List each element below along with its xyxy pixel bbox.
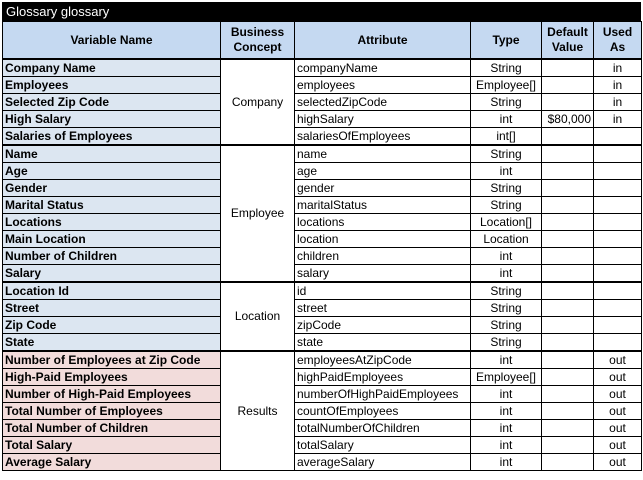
used-as-cell [594, 282, 642, 300]
default-value-cell [542, 351, 594, 369]
variable-name-cell: Selected Zip Code [3, 94, 221, 111]
attribute-cell: location [295, 231, 471, 248]
variable-name-cell: Salary [3, 265, 221, 283]
used-as-cell: out [594, 420, 642, 437]
default-value-cell [542, 145, 594, 163]
type-cell: Location[] [471, 214, 542, 231]
variable-name-cell: Gender [3, 180, 221, 197]
attribute-cell: name [295, 145, 471, 163]
variable-name-cell: Age [3, 163, 221, 180]
header-row [3, 22, 642, 60]
attribute-cell: gender [295, 180, 471, 197]
used-as-cell [594, 145, 642, 163]
used-as-cell: out [594, 403, 642, 420]
used-as-cell [594, 300, 642, 317]
type-cell: int [471, 111, 542, 128]
header-type: Type [471, 22, 542, 60]
default-value-cell [542, 214, 594, 231]
variable-name-cell: High Salary [3, 111, 221, 128]
default-value-cell [542, 300, 594, 317]
header-used-as: Used As [594, 22, 642, 60]
type-cell: String [471, 145, 542, 163]
business-concept-cell: Company [221, 59, 295, 145]
business-concept-cell: Employee [221, 145, 295, 282]
table-row [3, 94, 642, 111]
used-as-cell: out [594, 369, 642, 386]
used-as-cell: in [594, 77, 642, 94]
used-as-cell: out [594, 437, 642, 454]
used-as-cell [594, 334, 642, 352]
default-value-cell [542, 369, 594, 386]
variable-name-cell: Marital Status [3, 197, 221, 214]
variable-name-cell: High-Paid Employees [3, 369, 221, 386]
type-cell: int [471, 351, 542, 369]
table-row [3, 420, 642, 437]
table-row [3, 437, 642, 454]
attribute-cell: totalSalary [295, 437, 471, 454]
attribute-cell: employeesAtZipCode [295, 351, 471, 369]
attribute-cell: age [295, 163, 471, 180]
type-cell: String [471, 94, 542, 111]
variable-name-cell: Total Salary [3, 437, 221, 454]
used-as-cell: out [594, 351, 642, 369]
type-cell: int[] [471, 128, 542, 146]
variable-name-cell: Zip Code [3, 317, 221, 334]
attribute-cell: companyName [295, 59, 471, 77]
attribute-cell: employees [295, 77, 471, 94]
type-cell: String [471, 180, 542, 197]
business-concept-cell: Location [221, 282, 295, 351]
variable-name-cell: Average Salary [3, 454, 221, 471]
attribute-cell: id [295, 282, 471, 300]
table-row [3, 334, 642, 352]
table-row [3, 317, 642, 334]
type-cell: Location [471, 231, 542, 248]
type-cell: String [471, 197, 542, 214]
used-as-cell: out [594, 386, 642, 403]
variable-name-cell: Number of Children [3, 248, 221, 265]
variable-name-cell: Name [3, 145, 221, 163]
group-employee [3, 145, 642, 282]
default-value-cell [542, 420, 594, 437]
default-value-cell [542, 437, 594, 454]
attribute-cell: averageSalary [295, 454, 471, 471]
used-as-cell [594, 180, 642, 197]
header-variable-name: Variable Name [3, 22, 221, 60]
attribute-cell: selectedZipCode [295, 94, 471, 111]
attribute-cell: zipCode [295, 317, 471, 334]
group-results [3, 351, 642, 471]
attribute-cell: street [295, 300, 471, 317]
variable-name-cell: State [3, 334, 221, 352]
table-row [3, 386, 642, 403]
attribute-cell: maritalStatus [295, 197, 471, 214]
group-location [3, 282, 642, 351]
used-as-cell: in [594, 59, 642, 77]
type-cell: int [471, 420, 542, 437]
sheet-title: Glossary glossary [2, 2, 641, 21]
table-row [3, 214, 642, 231]
attribute-cell: children [295, 248, 471, 265]
default-value-cell [542, 282, 594, 300]
variable-name-cell: Main Location [3, 231, 221, 248]
default-value-cell [542, 59, 594, 77]
type-cell: int [471, 386, 542, 403]
used-as-cell [594, 214, 642, 231]
variable-name-cell: Number of Employees at Zip Code [3, 351, 221, 369]
variable-name-cell: Total Number of Employees [3, 403, 221, 420]
glossary-sheet [2, 2, 641, 478]
default-value-cell: $80,000 [542, 111, 594, 128]
table-row [3, 111, 642, 128]
table-row [3, 128, 642, 146]
table-row [3, 145, 642, 163]
table-row [3, 180, 642, 197]
group-company [3, 59, 642, 145]
default-value-cell [542, 454, 594, 471]
used-as-cell [594, 248, 642, 265]
attribute-cell: salary [295, 265, 471, 283]
table-row [3, 282, 642, 300]
used-as-cell: out [594, 454, 642, 471]
table-row [3, 265, 642, 283]
used-as-cell [594, 317, 642, 334]
used-as-cell [594, 265, 642, 283]
table-row [3, 369, 642, 386]
header-default-value: Default Value [542, 22, 594, 60]
variable-name-cell: Employees [3, 77, 221, 94]
table-row [3, 163, 642, 180]
default-value-cell [542, 248, 594, 265]
type-cell: int [471, 265, 542, 283]
table-row [3, 77, 642, 94]
default-value-cell [542, 77, 594, 94]
variable-name-cell: Street [3, 300, 221, 317]
type-cell: int [471, 248, 542, 265]
type-cell: int [471, 437, 542, 454]
attribute-cell: totalNumberOfChildren [295, 420, 471, 437]
used-as-cell [594, 197, 642, 214]
type-cell: String [471, 334, 542, 352]
default-value-cell [542, 163, 594, 180]
variable-name-cell: Number of High-Paid Employees [3, 386, 221, 403]
attribute-cell: locations [295, 214, 471, 231]
header-business-concept: Business Concept [221, 22, 295, 60]
table-row [3, 197, 642, 214]
default-value-cell [542, 94, 594, 111]
header-attribute: Attribute [295, 22, 471, 60]
attribute-cell: highSalary [295, 111, 471, 128]
variable-name-cell: Total Number of Children [3, 420, 221, 437]
used-as-cell [594, 231, 642, 248]
variable-name-cell: Locations [3, 214, 221, 231]
type-cell: String [471, 317, 542, 334]
default-value-cell [542, 231, 594, 248]
table-row [3, 59, 642, 77]
default-value-cell [542, 180, 594, 197]
default-value-cell [542, 128, 594, 146]
variable-name-cell: Company Name [3, 59, 221, 77]
attribute-cell: highPaidEmployees [295, 369, 471, 386]
used-as-cell [594, 128, 642, 146]
type-cell: String [471, 300, 542, 317]
type-cell: String [471, 59, 542, 77]
table-row [3, 300, 642, 317]
attribute-cell: numberOfHighPaidEmployees [295, 386, 471, 403]
type-cell: Employee[] [471, 77, 542, 94]
glossary-table [2, 21, 642, 471]
used-as-cell: in [594, 94, 642, 111]
used-as-cell: in [594, 111, 642, 128]
table-row [3, 454, 642, 471]
default-value-cell [542, 265, 594, 283]
attribute-cell: salariesOfEmployees [295, 128, 471, 146]
type-cell: int [471, 454, 542, 471]
business-concept-cell: Results [221, 351, 295, 471]
table-row [3, 351, 642, 369]
variable-name-cell: Location Id [3, 282, 221, 300]
default-value-cell [542, 197, 594, 214]
default-value-cell [542, 386, 594, 403]
table-row [3, 248, 642, 265]
type-cell: String [471, 282, 542, 300]
type-cell: int [471, 403, 542, 420]
variable-name-cell: Salaries of Employees [3, 128, 221, 146]
default-value-cell [542, 317, 594, 334]
default-value-cell [542, 334, 594, 352]
used-as-cell [594, 163, 642, 180]
type-cell: int [471, 163, 542, 180]
table-row [3, 231, 642, 248]
attribute-cell: state [295, 334, 471, 352]
attribute-cell: countOfEmployees [295, 403, 471, 420]
table-row [3, 403, 642, 420]
type-cell: Employee[] [471, 369, 542, 386]
default-value-cell [542, 403, 594, 420]
